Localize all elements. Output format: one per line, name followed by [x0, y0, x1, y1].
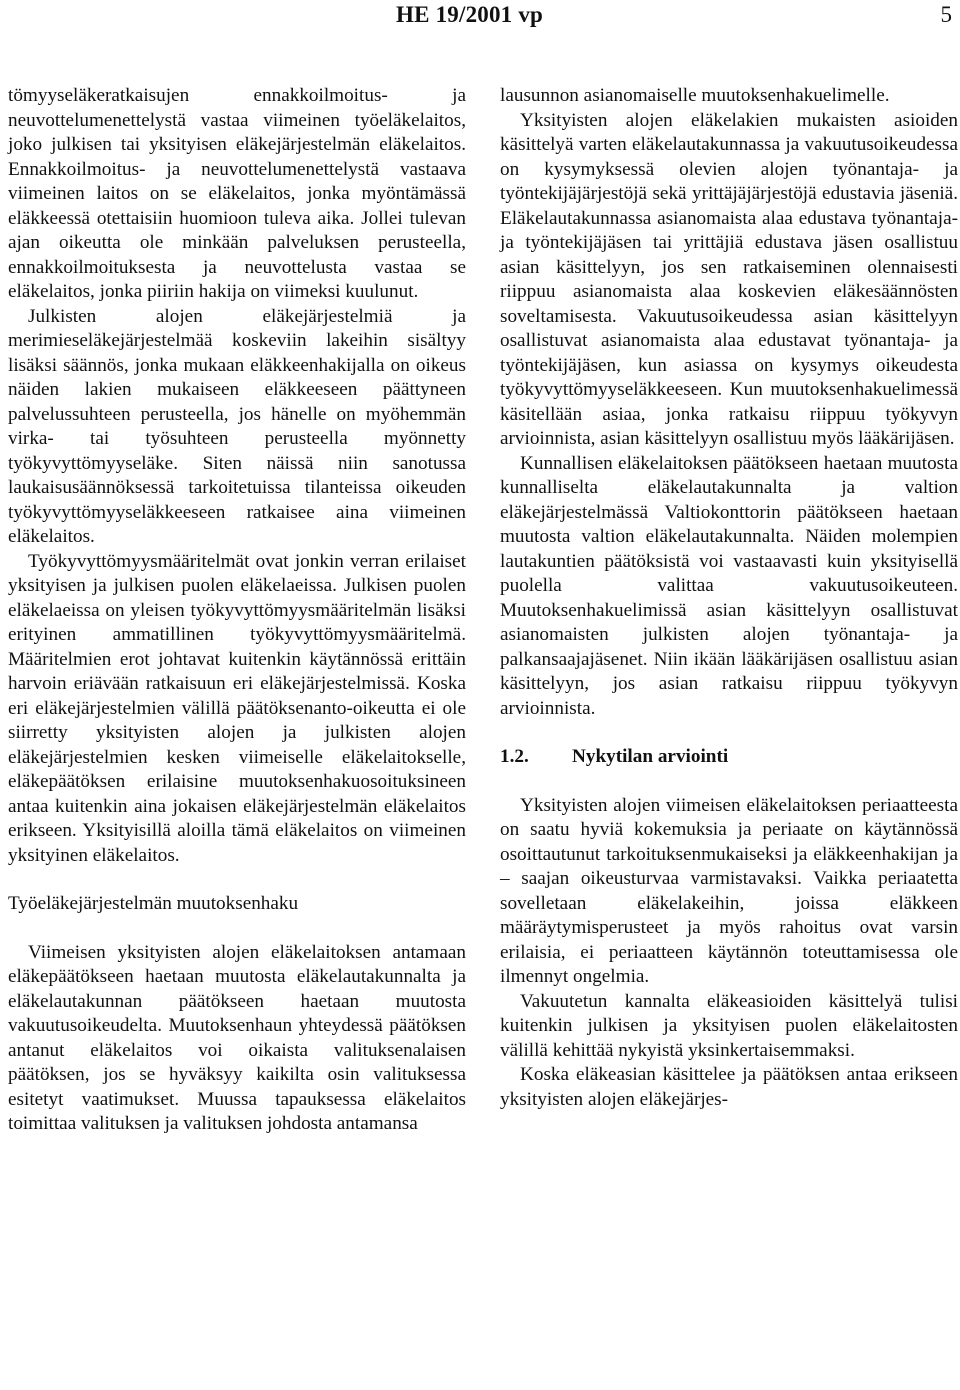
- paragraph: Työkyvyttömyysmääritelmät ovat jonkin verran erilaiset yksityisen ja julkisen puolen eläkelaeissa. Julkisen puolen eläkelaeissa on yleisen työkyvyttömyysmääritelmän lisäksi erityinen ammatillinen työkyvyttömyysmääritelmä. Määritelmien erot johtavat kuitenkin käytännössä erittäin harvoin eriävään ratkaisuun eri eläkejärjestelmissä. Koska eri eläkejärjestelmien välillä päätöksenanto-oikeutta ei ole siirretty yksityisten alojen ja julkisten alojen eläkejärjestelmien kesken viimeiselle eläkelaitokselle, eläkepäätöksen erilaisine muutoksenhakuosoituksineen antaa kuitenkin aina jokaisen eläkejärjestelmän eläkelaitos erikseen. Yksityisillä aloilla tämä eläkelaitos on viimeinen yksityinen eläkelaitos.: [8, 550, 466, 866]
- paragraph: Koska eläkeasian käsittelee ja päätöksen antaa erikseen yksityisten alojen eläkejärjes-: [500, 1064, 958, 1110]
- subheading: Työeläkejärjestelmän muutoksenhaku: [8, 893, 299, 914]
- section-title: Nykytilan arviointi: [572, 746, 729, 767]
- section-number: 1.2.: [500, 746, 529, 767]
- page-header: [0, 0, 960, 40]
- section-heading: [500, 745, 958, 770]
- paragraph: Yksityisten alojen eläkelakien mukaisten asioiden käsittelyä varten eläkelautakunnassa ja vakuutusoikeudessa on kysymyksessä olevien alojen työnantaja- ja työntekijäjärjestöjä sekä yrittäjäjärjestöjä edustavia jäseniä. Eläkelautakunnassa asianomaista alaa edustava työnantaja- ja työntekijäjäsen tai yrittäjiä edustava jäsen osallistuu asian käsittelyyn, jos sen ratkaiseminen olennaisesti riippuu asianomaista alaa koskevien eläkesäännösten soveltamisesta. Vakuutusoikeudessa asian käsittelyyn osallistuvat asianomaista alaa edustavat työnantaja- ja työntekijäjäsen, kun asiassa on kysymys oikeudesta työkyvyttömyyseläkkeeseen. Kun muutoksenhakuelimessä käsitellään asiaa, jonka ratkaisu riippuu työkyvyn arvioinnista, asian käsittelyyn osallistuu myös lääkärijäsen.: [500, 109, 958, 449]
- paragraph: Kunnallisen eläkelaitoksen päätökseen haetaan muutosta kunnalliselta eläkelautakunnalta ja valtion eläkejärjestelmässä Valtiokonttorin päätökseen haetaan muutosta valtion eläkelautakunnalta. Näiden molempien lautakuntien päätöksistä voi vastaavasti kuin yksityisellä puolella valittaa vakuutusoikeuteen. Muutoksenhakuelimissä asian käsittelyyn osallistuvat asianomaisten julkisten alojen työnantaja- ja palkansaajajäsenet. Niin ikään lääkärijäsen osallistuu asian käsittelyyn, jos asian ratkaisu riippuu työkyvyn arvioinnista.: [500, 452, 958, 719]
- right-column: [500, 84, 958, 1112]
- paragraph: Yksityisten alojen viimeisen eläkelaitoksen periaatteesta on saatu hyviä kokemuksia ja periaate on käytännössä osoittautunut tarkoituksenmukaiseksi ja eläkkeenhakijan ja – saajan oikeusturvaa varmistavaksi. Vaikka periaatetta sovelletaan eläkelakeihin, joissa eläkkeen määräytymisperusteet ja myös rahoitus ovat varsin erilaisia, ei periaatteen käytännön toteuttamisessa ole ilmennyt ongelmia.: [500, 794, 958, 987]
- paragraph: Julkisten alojen eläkejärjestelmiä ja merimieseläkejärjestelmää koskeviin lakeihin sisältyy lisäksi säännös, jonka mukaan eläkkeenhakijalla on oikeus näiden lakien mukaiseen eläkkeeseen päättyneen palvelussuhteen perusteella, jos hänelle on myöhemmän virka- tai työsuhteen perusteella myönnetty työkyvyttömyyseläke. Siten näissä niin sanotussa laukaisusäännöksessä tarkoitetuissa tilanteissa oikeuden työkyvyttömyyseläkkeeseen ratkaisee aina viimeinen eläkelaitos.: [8, 305, 466, 547]
- document-title: HE 19/2001 vp: [396, 2, 544, 27]
- paragraph: tömyyseläkeratkaisujen ennakkoilmoitus- ja neuvottelumenettelystä vastaa viimeinen työeläkelaitos, joko julkisen tai yksityisen eläkejärjestelmän eläkelaitos. Ennakkoilmoitus- ja neuvottelumenettelystä vastaava viimeinen laitos on se eläkelaitos, jonka myöntämässä eläkkeessä otettaisiin huomioon tuleva aika. Jollei tulevan ajan oikeutta ole minkään palveluksen perusteella, ennakkoilmoituksesta ja neuvottelusta vastaa se eläkelaitos, jonka piiriin hakija on viimeksi kuulunut.: [8, 85, 466, 302]
- paragraph: Viimeisen yksityisten alojen eläkelaitoksen antamaan eläkepäätökseen haetaan muutosta eläkelautakunnalta ja eläkelautakunnan päätökseen haetaan muutosta vakuutusoikeudelta. Muutoksenhaun yhteydessä päätöksen antanut eläkelaitos voi oikaista valituksenalaisen päätöksen, jos se hyväksyy kaikilta osin valituksessa esitetyt vaatimukset. Muussa tapauksessa eläkelaitos toimittaa valituksen ja valituksen johdosta antamansa: [8, 941, 466, 1134]
- page-number: 5: [940, 2, 952, 27]
- left-column: [8, 84, 466, 1137]
- paragraph: lausunnon asianomaiselle muutoksenhakuelimelle.: [500, 85, 890, 106]
- paragraph: Vakuutetun kannalta eläkeasioiden käsittelyä tulisi kuitenkin julkisen ja yksityisen puolen eläkelaitosten välillä kehittää nykyistä yksinkertaisemmaksi.: [500, 990, 958, 1061]
